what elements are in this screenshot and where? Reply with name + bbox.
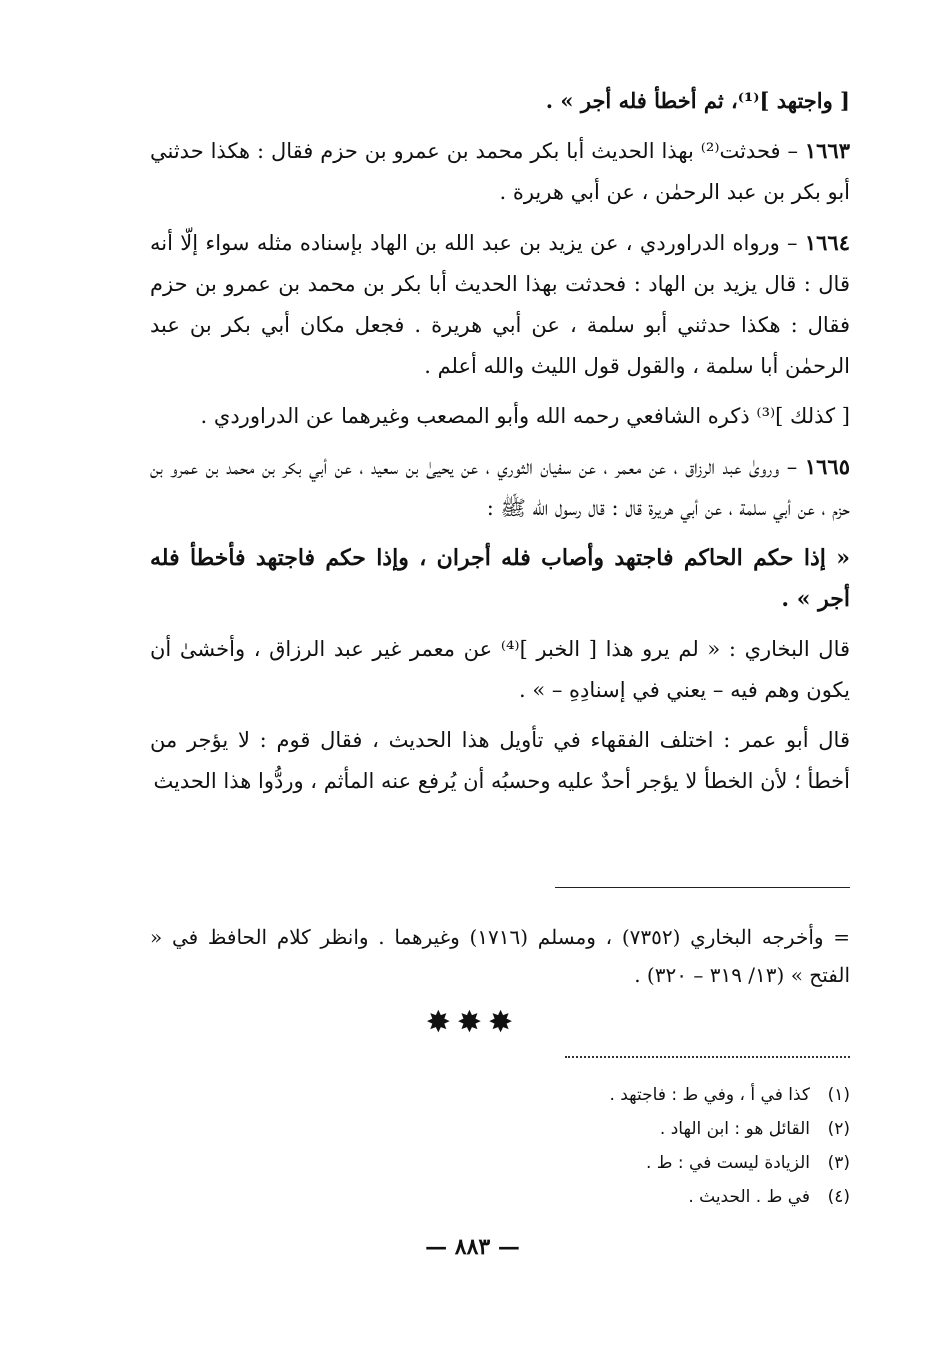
hadith-number: ١٦٦٥ [804,454,850,479]
footnote-item [500,1146,850,1180]
dotted-divider [565,1056,850,1058]
footnote-number: (٤) [827,1187,850,1207]
footnote-number: (١) [827,1085,850,1105]
hadith-number: ١٦٦٤ [804,230,850,255]
paragraph-text: قال البخاري : « لم يرو هذا [ الخبر ]⁽⁴⁾ عن معمر غير عبد الرزاق ، وأخشىٰ أن يكون وهم فيه – يعني في إسنادِهِ – » . [150,637,851,702]
footnote-item [500,1112,850,1146]
footnote-number: (٣) [827,1153,850,1173]
paragraph-text: [ كذلك ]⁽³⁾ ذكره الشافعي رحمه الله وأبو المصعب وغيرهما عن الدراوردي . [200,404,850,428]
paragraph-bukhari [150,629,850,711]
footnote-text: كذا في أ ، وفي ط : فاجتهد . [609,1085,810,1105]
footnote-text: القائل هو : ابن الهاد . [659,1119,810,1139]
paragraph-1665 [150,446,850,529]
footnote-text: في ط . الحديث . [688,1187,810,1207]
main-text [150,80,850,811]
paragraph-text: [ واجتهد ]⁽¹⁾، ثم أخطأ فله أجر » . [545,88,850,113]
footnote-divider [555,887,850,888]
paragraph-note-shafii [150,396,850,437]
paragraph-1663 [150,130,850,213]
section-separator: ✸✸✸ [425,1005,520,1040]
footnote-item [500,1180,850,1214]
hadith-number: ١٦٦٣ [804,138,850,163]
continuation-note: = وأخرجه البخاري (٧٣٥٢) ، ومسلم (١٧١٦) وغيرهما . وانظر كلام الحافظ في « الفتح » (١٣/ ٣١٩ – ٣٢٠) . [150,925,851,987]
footnote-text: الزيادة ليست في : ط . [645,1153,810,1173]
paragraph-text: – ورواه الدراوردي ، عن يزيد بن عبد الله بن الهاد بإسناده مثله سواء إلّا أنه قال : قال يزيد بن الهاد : فحدثت بهذا الحديث أبا بكر بن محمد بن عمرو بن حزم فقال : هكذا حدثني أبو سلمة ، عن أبي هريرة . فجعل مكان أبي بكر بن عبد الرحمٰن أبا سلمة ، والقول قول الليث والله أعلم . [150,231,850,378]
paragraph-text: « إذا حكم الحاكم فاجتهد وأصاب فله أجران ، وإذا حكم فاجتهد فأخطأ فله أجر » . [150,545,850,612]
footnote-item [500,1078,850,1112]
paragraph-opening [150,80,850,121]
page-number: — ٨٨٣ — [425,1234,520,1260]
paragraph-text: – وروىٰ عبد الرزاق ، عن معمر ، عن سفيان الثوري ، عن يحيىٰ بن سعيد ، عن أبي بكر بن محمد بن عمرو بن حزم ، عن أبي سلمة ، عن أبي هريرة قال : قال رسول الله ﷺ : [150,455,850,520]
paragraph-abu-umar [150,720,850,802]
paragraph-text: قال أبو عمر : اختلف الفقهاء في تأويل هذا الحديث ، فقال قوم : لا يؤجر من أخطأ ؛ لأن الخطأ لا يؤجر أحدٌ عليه وحسبُه أن يُرفع عنه المأثم ، وردُّوا هذا الحديث [150,728,850,793]
hadith-text [150,538,850,620]
footnotes [500,1078,850,1214]
footnote-number: (٢) [827,1119,850,1139]
paragraph-text: – فحدثت⁽²⁾ بهذا الحديث أبا بكر محمد بن عمرو بن حزم فقال : هكذا حدثني أبو بكر بن عبد الرحمٰن ، عن أبي هريرة . [150,139,850,204]
paragraph-1664 [150,222,850,387]
